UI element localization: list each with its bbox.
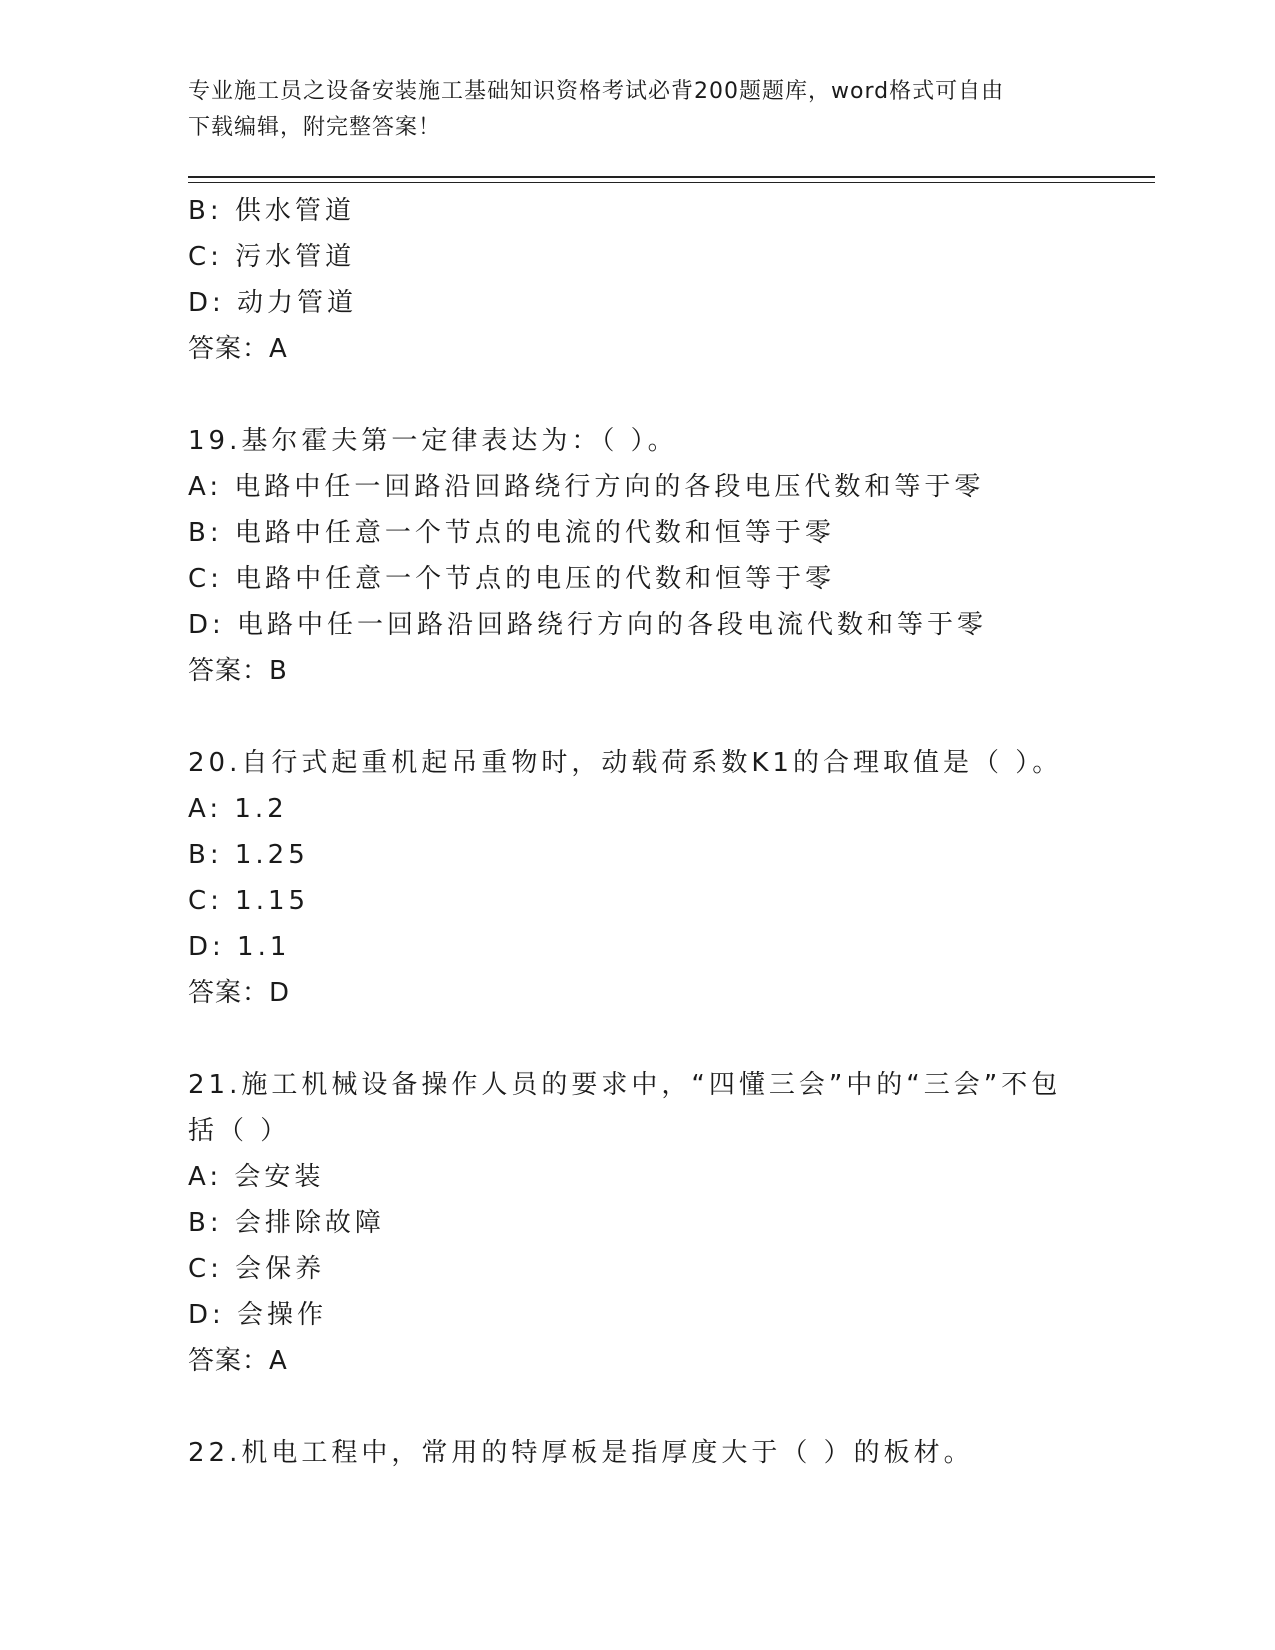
q20-option-d: D: 1.1 [188,932,291,962]
q20-option-c: C: 1.15 [188,886,310,916]
header-divider-thin [188,182,1155,183]
q19-option-b: B: 电路中任意一个节点的电流的代数和恒等于零 [188,518,835,548]
q20-option-b: B: 1.25 [188,840,309,870]
q21-option-a: A: 会安装 [188,1162,325,1192]
q21-option-b: B: 会排除故障 [188,1208,385,1238]
header-line-1: 专业施工员之设备安装施工基础知识资格考试必背200题题库，word格式可自由 [188,79,1005,104]
q21-option-c: C: 会保养 [188,1254,326,1284]
header-divider-thick [188,176,1155,178]
q20-option-a: A: 1.2 [188,794,288,824]
prev-option-b: B: 供水管道 [188,196,355,226]
header-line-2: 下载编辑，附完整答案！ [188,115,442,140]
prev-option-c: C: 污水管道 [188,242,356,272]
q21-question-line-1: 21.施工机械设备操作人员的要求中，“四懂三会”中的“三会”不包 [188,1070,1062,1100]
q19-option-a: A: 电路中任一回路沿回路绕行方向的各段电压代数和等于零 [188,472,985,502]
q21-option-d: D: 会操作 [188,1300,328,1330]
page-header [188,74,1088,146]
q22-question: 22.机电工程中，常用的特厚板是指厚度大于（ ）的板材。 [188,1438,974,1468]
q20-answer: 答案：D [188,978,291,1008]
q19-option-c: C: 电路中任意一个节点的电压的代数和恒等于零 [188,564,836,594]
prev-answer: 答案：A [188,334,288,364]
spacer [188,694,1148,740]
q19-option-d: D: 电路中任一回路沿回路绕行方向的各段电流代数和等于零 [188,610,988,640]
spacer [188,1384,1148,1430]
q19-answer: 答案：B [188,656,288,686]
q21-question-line-2: 括（ ） [188,1116,291,1146]
q19-question: 19.基尔霍夫第一定律表达为：（ ）。 [188,426,678,456]
spacer [188,372,1148,418]
q20-question: 20.自行式起重机起吊重物时，动载荷系数K1的合理取值是（ ）。 [188,748,1063,778]
spacer [188,1016,1148,1062]
question-content [188,188,1148,1476]
q21-answer: 答案：A [188,1346,288,1376]
prev-option-d: D: 动力管道 [188,288,358,318]
